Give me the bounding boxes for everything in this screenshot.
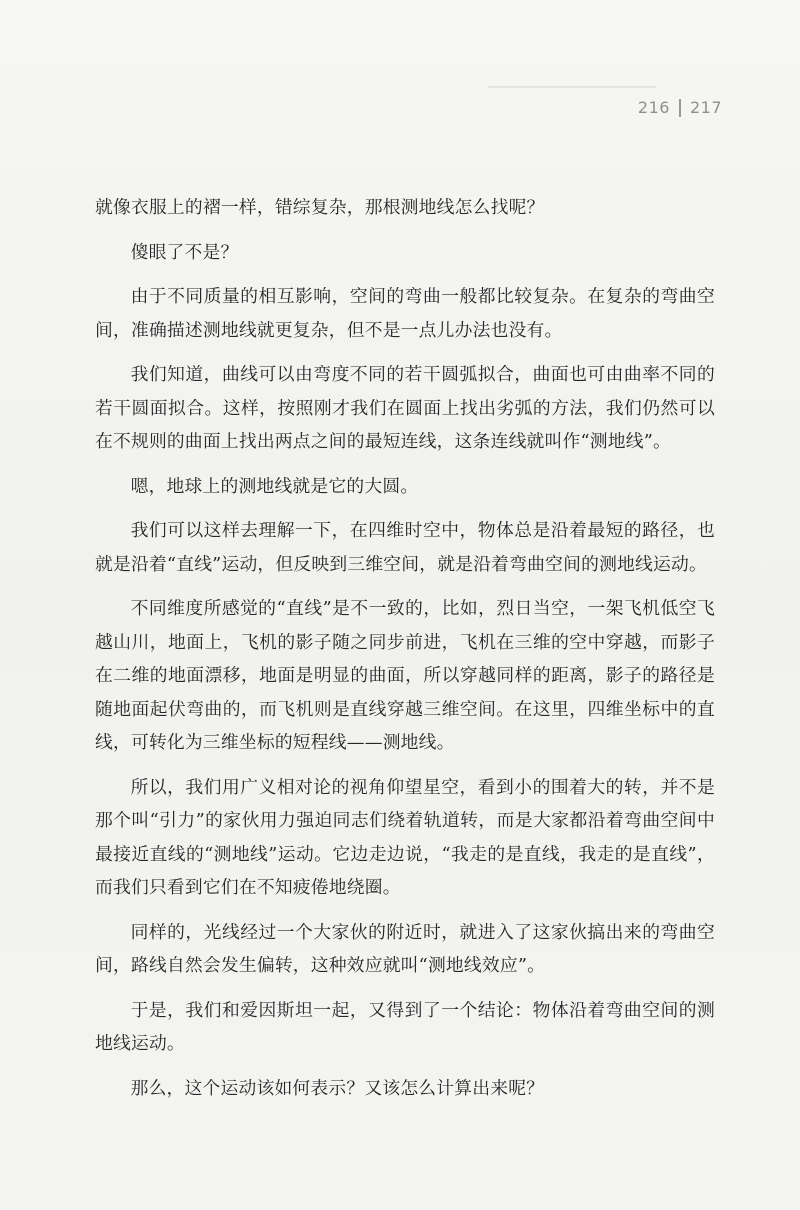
right-page-number: 217 xyxy=(689,98,722,117)
paragraph: 于是，我们和爱因斯坦一起，又得到了一个结论：物体沿着弯曲空间的测地线运动。 xyxy=(95,999,715,1054)
paragraph: 傻眼了不是？ xyxy=(130,241,239,263)
paragraph: 那么，这个运动该如何表示？又该怎么计算出来呢？ xyxy=(130,1077,545,1099)
paragraph: 我们可以这样去理解一下，在四维时空中，物体总是沿着最短的路径，也就是沿着“直线”运动，但反映到三维空间，就是沿着弯曲空间的测地线运动。 xyxy=(95,520,715,575)
page-number-separator xyxy=(679,99,681,117)
page-numbers xyxy=(638,98,722,117)
header-rule xyxy=(488,86,656,88)
paragraph: 所以，我们用广义相对论的视角仰望星空，看到小的围着大的转，并不是那个叫“引力”的家伙用力强迫同志们绕着轨道转，而是大家都沿着弯曲空间中最接近直线的“测地线”运动。它边走边说，“我走的是直线，我走的是直线”，而我们只看到它们在不知疲倦地绕圈。 xyxy=(95,776,715,898)
paragraph: 同样的，光线经过一个大家伙的附近时，就进入了这家伙搞出来的弯曲空间，路线自然会发生偏转，这种效应就叫“测地线效应”。 xyxy=(95,921,715,976)
paragraph: 由于不同质量的相互影响，空间的弯曲一般都比较复杂。在复杂的弯曲空间，准确描述测地线就更复杂，但不是一点儿办法也没有。 xyxy=(95,286,715,341)
body-text xyxy=(95,191,715,1116)
paragraph-continuation: 就像衣服上的褶一样，错综复杂，那根测地线怎么找呢？ xyxy=(95,197,545,218)
left-page-number: 216 xyxy=(637,98,670,117)
paragraph: 我们知道，曲线可以由弯度不同的若干圆弧拟合，曲面也可由曲率不同的若干圆面拟合。这样，按照刚才我们在圆面上找出劣弧的方法，我们仍然可以在不规则的曲面上找出两点之间的最短连线，这条连线就叫作“测地线”。 xyxy=(95,364,715,452)
paragraph: 嗯，地球上的测地线就是它的大圆。 xyxy=(130,475,419,497)
paragraph: 不同维度所感觉的“直线”是不一致的，比如，烈日当空，一架飞机低空飞越山川，地面上，飞机的影子随之同步前进，飞机在三维的空中穿越，而影子在二维的地面漂移，地面是明显的曲面，所以穿越同样的距离，影子的路径是随地面起伏弯曲的，而飞机则是直线穿越三维空间。在这里，四维坐标中的直线，可转化为三维坐标的短程线——测地线。 xyxy=(95,598,715,753)
